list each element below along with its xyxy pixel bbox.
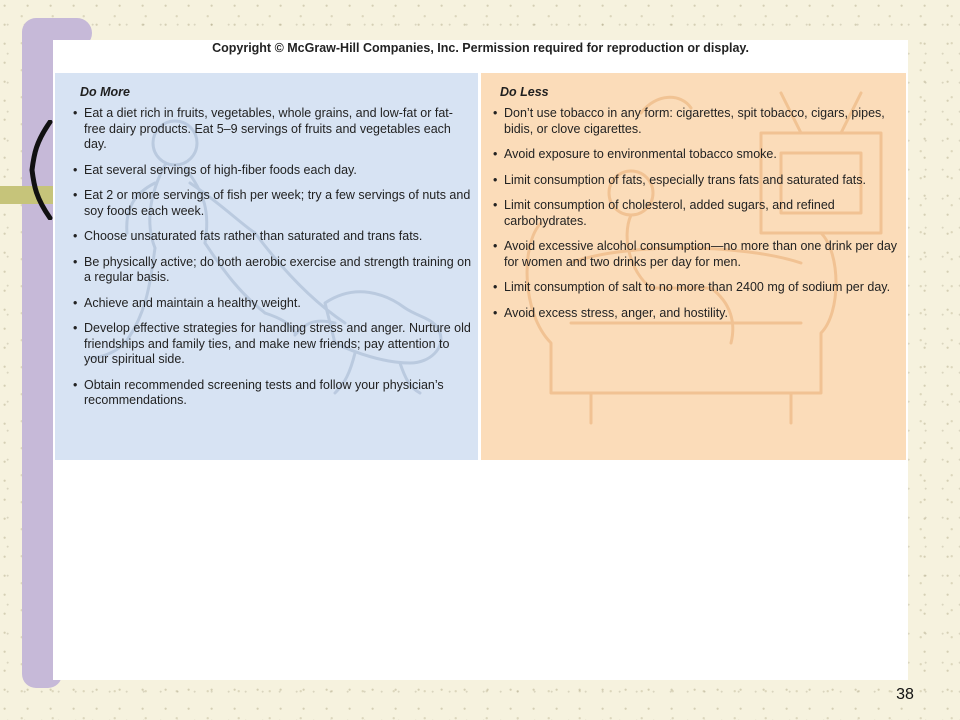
list-item: • Limit consumption of salt to no more than 2400 mg of sodium per day. (493, 280, 903, 296)
bracket-icon (26, 120, 56, 220)
page-number: 38 (896, 686, 914, 703)
list-item: • Don’t use tobacco in any form: cigarettes, spit tobacco, cigars, pipes, bidis, or clove cigarettes. (493, 106, 903, 137)
list-item: • Eat 2 or more servings of fish per week; try a few servings of nuts and soy foods each week. (73, 188, 473, 219)
slide (53, 40, 908, 680)
list-item: • Achieve and maintain a healthy weight. (73, 296, 473, 312)
do-more-heading: Do More (80, 85, 130, 99)
list-item: • Be physically active; do both aerobic exercise and strength training on a regular basis. (73, 255, 473, 286)
list-item: • Avoid exposure to environmental tobacco smoke. (493, 147, 903, 163)
do-more-list (73, 106, 473, 419)
do-less-heading: Do Less (500, 85, 549, 99)
do-more-panel (55, 73, 478, 460)
copyright-notice: Copyright © McGraw-Hill Companies, Inc. Permission required for reproduction or display. (212, 41, 749, 55)
list-item: • Obtain recommended screening tests and follow your physician’s recommendations. (73, 378, 473, 409)
list-item: • Avoid excess stress, anger, and hostility. (493, 306, 903, 322)
list-item: • Avoid excessive alcohol consumption—no more than one drink per day for women and two drinks per day for men. (493, 239, 903, 270)
list-item: • Eat a diet rich in fruits, vegetables, whole grains, and low-fat or fat-free dairy products. Eat 5–9 servings of fruits and vegetables each day. (73, 106, 473, 153)
list-item: • Eat several servings of high-fiber foods each day. (73, 163, 473, 179)
do-less-panel (481, 73, 906, 460)
list-item: • Limit consumption of fats, especially trans fats and saturated fats. (493, 173, 903, 189)
list-item: • Limit consumption of cholesterol, added sugars, and refined carbohydrates. (493, 198, 903, 229)
list-item: • Develop effective strategies for handling stress and anger. Nurture old friendships and family ties, and make new friends; pay attention to your spiritual side. (73, 321, 473, 368)
list-item: • Choose unsaturated fats rather than saturated and trans fats. (73, 229, 473, 245)
do-less-list (493, 106, 903, 331)
